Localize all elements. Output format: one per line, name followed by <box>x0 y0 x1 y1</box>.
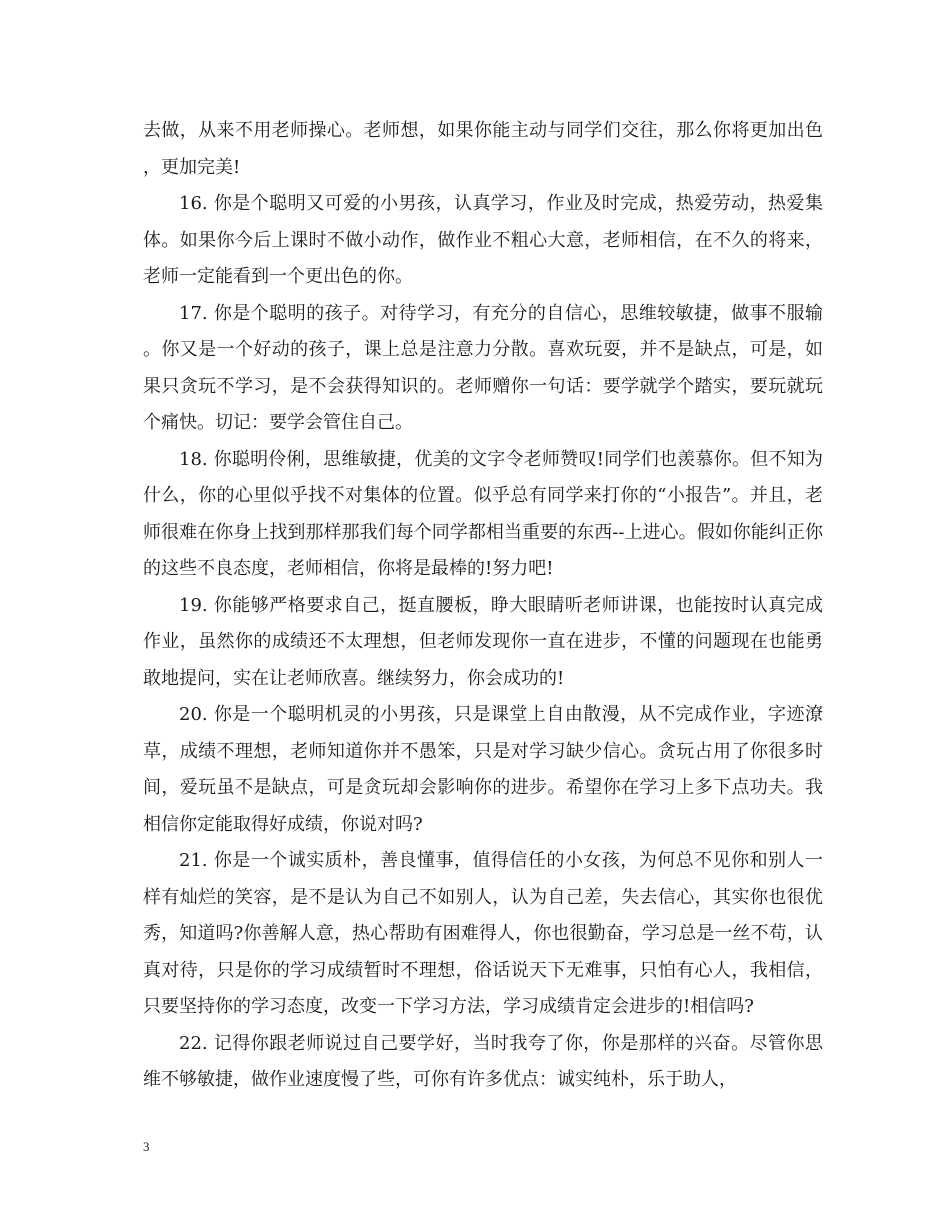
paragraph-item-22: 22. 记得你跟老师说过自己要学好，当时我夸了你，你是那样的兴奋。尽管你思维不够敏捷，做作业速度慢了些，可你有许多优点：诚实纯朴，乐于助人， <box>143 1032 823 1090</box>
body-text <box>143 113 823 1099</box>
paragraph-continuation: 去做，从来不用老师操心。老师想，如果你能主动与同学们交往，那么你将更加出色，更加完美! <box>143 120 823 178</box>
page-number: 3 <box>143 1139 150 1154</box>
paragraph-item-21: 21. 你是一个诚实质朴，善良懂事，值得信任的小女孩，为何总不见你和别人一样有灿烂的笑容，是不是认为自己不如别人，认为自己差，失去信心，其实你也很优秀，知道吗?你善解人意，热心帮助有困难得人，你也很勤奋，学习总是一丝不苟，认真对待，只是你的学习成绩暂时不理想，俗话说天下无难事，只怕有心人，我相信，只要坚持你的学习态度，改变一下学习方法，学习成绩肯定会进步的!相信吗? <box>143 850 823 1017</box>
paragraph-item-18: 18. 你聪明伶俐，思维敏捷，优美的文字令老师赞叹!同学们也羡慕你。但不知为什么，你的心里似乎找不对集体的位置。似乎总有同学来打你的“小报告”。并且，老师很难在你身上找到那样那我们每个同学都相当重要的东西--上进心。假如你能纠正你的这些不良态度，老师相信，你将是最棒的!努力吧! <box>143 448 823 579</box>
paragraph-item-19: 19. 你能够严格要求自己，挺直腰板，睁大眼睛听老师讲课，也能按时认真完成作业，虽然你的成绩还不太理想，但老师发现你一直在进步，不懂的问题现在也能勇敢地提问，实在让老师欣喜。继续努力，你会成功的! <box>143 594 823 689</box>
paragraph-item-17: 17. 你是个聪明的孩子。对待学习，有充分的自信心，思维较敏捷，做事不服输。你又是一个好动的孩子，课上总是注意力分散。喜欢玩耍，并不是缺点，可是，如果只贪玩不学习，是不会获得知识的。老师赠你一句话：要学就学个踏实，要玩就玩个痛快。切记：要学会管住自己。 <box>143 302 823 433</box>
paragraph-item-16: 16. 你是个聪明又可爱的小男孩，认真学习，作业及时完成，热爱劳动，热爱集体。如果你今后上课时不做小动作，做作业不粗心大意，老师相信，在不久的将来，老师一定能看到一个更出色的你。 <box>143 193 823 287</box>
paragraph-item-20: 20. 你是一个聪明机灵的小男孩，只是课堂上自由散漫，从不完成作业，字迹潦草，成绩不理想，老师知道你并不愚笨，只是对学习缺少信心。贪玩占用了你很多时间，爱玩虽不是缺点，可是贪玩却会影响你的进步。希望你在学习上多下点功夫。我相信你定能取得好成绩，你说对吗? <box>143 704 823 835</box>
